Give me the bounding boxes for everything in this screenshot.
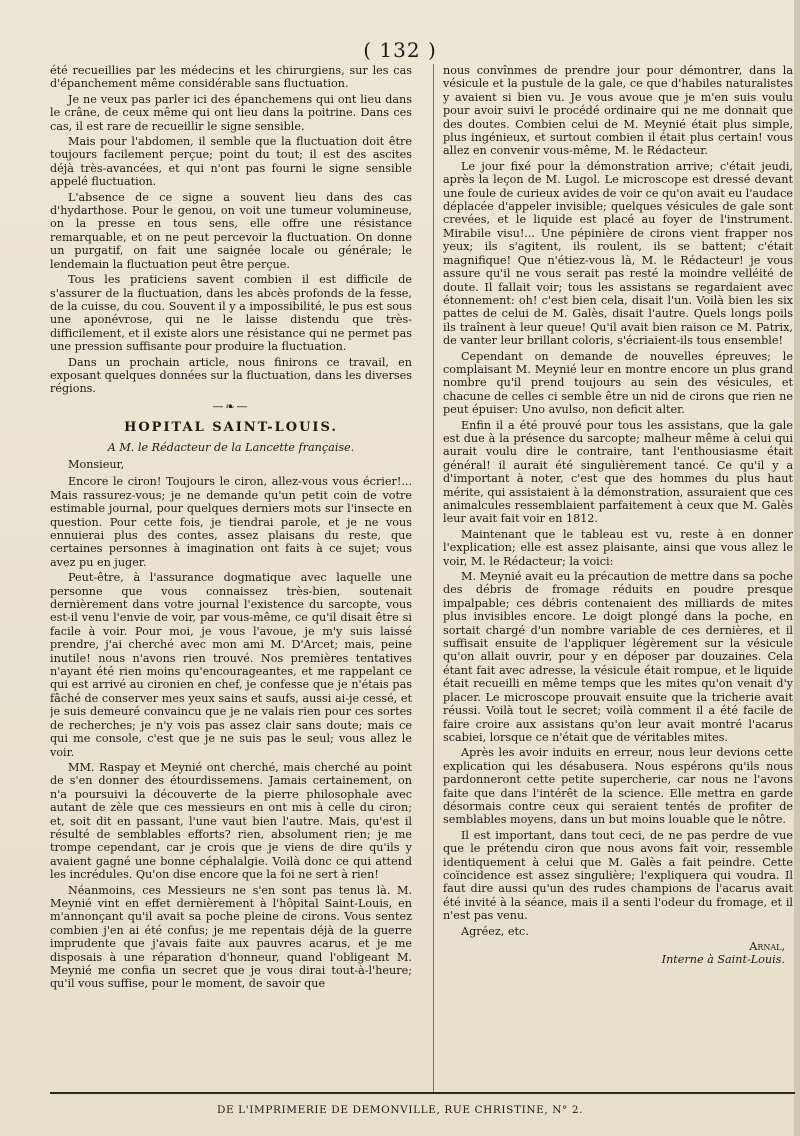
- addressee: A M. le Rédacteur de la Lancette française.: [107, 440, 355, 454]
- page-edge: [794, 0, 800, 1136]
- paragraph: Peut-être, à l'assurance dogmatique avec laquelle une personne que vous connaissez très-bien, soutenait dernièrement dans votre journal l'existence du sarcopte, vous est-il venu l'envie de voir, par vous-même, ce qu'il disait être si facile à voir. Pour moi, je vous l'avoue, je m'y suis laissé prendre, j'ai cherché avec mon ami M. D'Arcet; mais, peine inutile! nous n'avons rien trouvé. Nos premières tentatives n'ayant été rien moins qu'encourageantes, et me rappelant ce qui est arrivé au cironien en chef, je confesse que je n'étais pas fâché de conserver mes yeux sains et saufs, aussi ai-je cessé, et je suis demeuré convaincu que je ne valais rien pour ces sortes de recherches; je n'y vois pas assez clair sans doute; mais ce qui me console, c'est que je ne suis pas le seul; vous allez le voir.: [50, 571, 412, 759]
- paragraph: été recueillies par les médecins et les chirurgiens, sur les cas d'épanchement même considérable sans fluctuation.: [50, 64, 412, 91]
- paragraph: Néanmoins, ces Messieurs ne s'en sont pas tenus là. M. Meynié vint en effet dernièrement à l'hôpital Saint-Louis, en m'annonçant qu'il avait sa poche pleine de cirons. Vous sentez combien j'en ai été confus; je me repentais déjà de la guerre imprudente que j'avais faite aux pauvres acarus, et je me disposais à une réparation d'honneur, quand l'obligeant M. Meynié me confia un secret que je vous dirai tout-à-l'heure; qu'il vous suffise, pour le moment, de savoir que: [50, 883, 412, 991]
- ornament-divider: —❧—: [212, 399, 250, 413]
- paragraph: Enfin il a été prouvé pour tous les assistans, que la gale est due à la présence du sarcopte; malheur même à celui qui aurait voulu dire le contraire, tant l'enthousiasme était général! il aurait été singulièrement tancé. Ce qu'il y a d'important à noter, c'est que des hommes du plus haut mérite, qui assistaient à la démonstration, assuraient que ces animalcules ressemblaient parfaitement à ceux que M. Galès leur avait fait voir en 1812.: [443, 418, 793, 526]
- paragraph: Après les avoir induits en erreur, nous leur devions cette explication qui les désabusera. Nous espérons qu'ils nous pardonneront cette petite supercherie, car nous ne l'avons faite que dans l'intérêt de la science. Elle mettra en garde désormais contre ceux qui seraient tentés de profiter de semblables moyens, dans un but moins louable que le nôtre.: [443, 746, 793, 827]
- salutation: Monsieur,: [68, 457, 125, 471]
- paragraph: Le jour fixé pour la démonstration arrive; c'était jeudi, après la leçon de M. Lugol. Le microscope est dressé devant une foule de curieux avides de voir ce qu'on avait eu l'audace déplacée d'appeler invisible; quelques vésicules de gale sont crevées, et le liquide est placé au foyer de l'instrument. Mirabile visu!... Une pépinière de cirons vient frapper nos yeux; ils s'agitent, ils roulent, ils se battent; c'était magnifique! Que n'étiez-vous là, M. le Rédacteur! je vous assure qu'il ne vous serait pas resté la moindre velléité de doute. Il fallait voir; tous les assistans se regardaient avec étonnement: oh! c'est bien cela, disait l'un. Voilà bien les six pattes de celui de M. Galès, disait l'autre. Quels longs poils ils traînent à leur queue! Qu'il avait bien raison ce M. Patrix, de vanter leur brillant coloris, s'écriaient-ils tous ensemble!: [443, 159, 793, 348]
- paragraph: Il est important, dans tout ceci, de ne pas perdre de vue que le prétendu ciron que nous avons fait voir, ressemble identiquement à celui que M. Galès a fait peindre. Cette coïncidence est assez singulière; l'expliquera qui voudra. Il faut dire aussi qu'un des rudes champions de l'acarus avait été invité à la séance, mais il a senti l'odeur du fromage, et il n'est pas venu.: [443, 828, 793, 923]
- section-title: HOPITAL SAINT-LOUIS.: [124, 420, 338, 436]
- paragraph: Mais pour l'abdomen, il semble que la fluctuation doit être toujours facilement perçue; point du tout; il est des ascites déjà très-avancées, et qui n'ont pas fourni le signe sensible appelé fluctuation.: [50, 135, 412, 189]
- paragraph: nous convînmes de prendre jour pour démontrer, dans la vésicule et la pustule de la gale, ce que d'habiles naturalistes y avaient si bien vu. Je vous avoue que je m'en suis voulu pour avoir suivi le procédé ordinaire qui ne me donnait que des doutes. Combien celui de M. Meynié était plus simple, plus ingénieux, et surtout combien il était plus certain! vous allez en convenir vous-même, M. le Rédacteur.: [443, 64, 793, 158]
- paragraph: Encore le ciron! Toujours le ciron, allez-vous vous écrier!... Mais rassurez-vous; je ne demande qu'un petit coin de votre estimable journal, pour quelques derniers mots sur l'insecte en question. Pour cette fois, je tiendrai parole, et je ne vous ennuierai plus des contes, assez plaisans du reste, que certaines personnes à imagination ont faits à ce sujet; vous avez pu en juger.: [50, 475, 412, 569]
- closing: Agréez, etc.: [461, 924, 529, 938]
- paragraph: Tous les praticiens savent combien il est difficile de s'assurer de la fluctuation, dans les abcès profonds de la fesse, de la cuisse, du cou. Souvent il y a impossibilité, le pus est sous une aponévrose, qui ne le laisse distendu que très-difficilement, et il existe alors une résistance qui ne permet pas une pression suffisante pour produire la fluctuation.: [50, 273, 412, 354]
- signature-name: Arnal,: [749, 940, 785, 953]
- page-number: ( 132 ): [363, 38, 437, 62]
- column-rule: [433, 64, 434, 1092]
- signature-title: Interne à Saint-Louis.: [661, 953, 785, 967]
- right-column: [443, 64, 793, 1094]
- footer-rule: [50, 1092, 795, 1094]
- paragraph: Je ne veux pas parler ici des épanchemens qui ont lieu dans le crâne, de ceux même qui ont lieu dans la poitrine. Dans ces cas, il est rare de recueillir le signe sensible.: [50, 92, 412, 133]
- paragraph: Maintenant que le tableau est vu, reste à en donner l'explication; elle est assez plaisante, ainsi que vous allez le voir, M. le Rédacteur; la voici:: [443, 527, 793, 568]
- paragraph: Cependant on demande de nouvelles épreuves; le complaisant M. Meynié leur en montre encore un plus grand nombre qu'il prend toujours au sein des vésicules, et chacune de celles ci semble être un nid de cirons que rien ne peut épuiser: Uno avulso, non deficit alter.: [443, 349, 793, 417]
- left-column: [50, 64, 412, 1094]
- printer-imprint: DE L'IMPRIMERIE DE DEMONVILLE, RUE CHRISTINE, N° 2.: [216, 1104, 584, 1116]
- paragraph: MM. Raspay et Meynié ont cherché, mais cherché au point de s'en donner des étourdissemens. Jamais certainement, on n'a poursuivi la découverte de la pierre philosophale avec autant de zèle que ces messieurs en ont mis à celle du ciron; et, soit dit en passant, l'une vaut bien l'autre. Mais, qu'est il résulté de semblables efforts? rien, absolument rien; je me trompe cependant, car je crois que je viens de dire qu'ils y avaient gagné une bonne céphalalgie. Voilà donc ce qui attend les incrédules. Qu'on dise encore que la foi ne sert à rien!: [50, 760, 412, 882]
- paragraph: Dans un prochain article, nous finirons ce travail, en exposant quelques données sur la fluctuation, dans les diverses régions.: [50, 355, 412, 396]
- paragraph: L'absence de ce signe a souvent lieu dans des cas d'hydarthose. Pour le genou, on voit une tumeur volumineuse, on la presse en tous sens, elle offre une résistance remarquable, et on ne peut percevoir la fluctuation. On donne un purgatif, on fait une saignée locale ou générale; le lendemain la fluctuation peut être perçue.: [50, 190, 412, 271]
- paragraph: M. Meynié avait eu la précaution de mettre dans sa poche des débris de fromage réduits en poudre presque impalpable; ces débris contenaient des milliards de mites plus invisibles encore. Le doigt plongé dans la poche, en sortait chargé d'un nombre variable de ces dernières, et il suffisait ensuite de l'appliquer légèrement sur la vésicule qu'on allait ouvrir, pour y en déposer par douzaines. Cela étant fait avec adresse, la vésicule était rompue, et le liquide était recueilli en même temps que les mites qu'on venait d'y placer. Le microscope prouvait ensuite que la tricherie avait réussi. Voilà tout le secret; voilà comment il a été facile de faire croire aux assistans qu'on leur avait montré l'acarus scabiei, lorsque ce n'était que de véritables mites.: [443, 570, 793, 744]
